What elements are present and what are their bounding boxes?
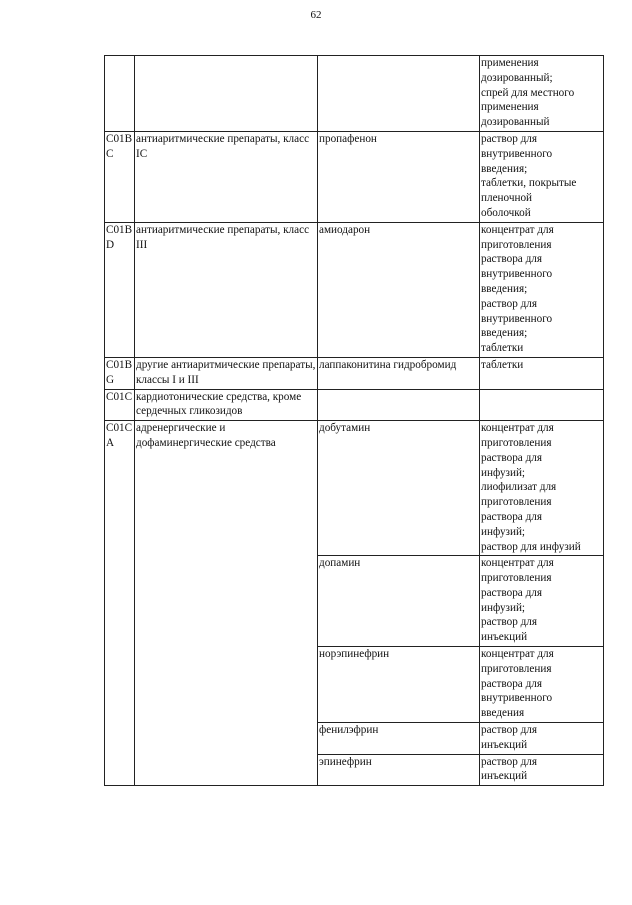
drug-name-cell [318, 723, 480, 755]
dosage-form-line: приготовления [481, 238, 552, 251]
dosage-form-line: введения [481, 707, 525, 720]
dosage-form-line: введения; [481, 162, 528, 175]
dosage-form-cell [480, 357, 604, 389]
dosage-form-line: концентрат для [481, 223, 554, 236]
dosage-form-line: внутривенного [481, 312, 553, 325]
atc-code-cell [105, 357, 135, 389]
dosage-form-line: концентрат для [481, 648, 554, 661]
dosage-form-line: таблетки [481, 358, 524, 371]
pharmacological-group-cell [135, 357, 318, 389]
dosage-form-line: таблетки, покрытые [481, 177, 577, 190]
table-row [105, 56, 604, 132]
pharmacological-group-text: другие антиаритмические препараты, классы I и III [136, 358, 316, 386]
pharmacological-group-text: антиаритмические препараты, класс III [136, 223, 310, 251]
dosage-form-line: приготовления [481, 572, 552, 585]
dosage-form-cell [480, 556, 604, 647]
drug-name-cell [318, 131, 480, 222]
table-row [105, 222, 604, 357]
atc-code-line: A [106, 436, 115, 449]
dosage-form-line: пленочной [481, 192, 533, 205]
dosage-form-line: концентрат для [481, 557, 554, 570]
table-row [105, 389, 604, 421]
dosage-form-cell [480, 56, 604, 132]
dosage-form-line: инъекций [481, 631, 528, 644]
dosage-form-cell [480, 131, 604, 222]
dosage-form-line: инфузий; [481, 466, 526, 479]
atc-code-cell [105, 56, 135, 132]
pharmacological-group-cell [135, 222, 318, 357]
dosage-form-line: спрей для местного [481, 86, 575, 99]
dosage-form-line: раствора для [481, 253, 542, 266]
page-number: 62 [310, 9, 322, 21]
drug-name: добутамин [319, 422, 371, 435]
pharmacological-group-cell [135, 56, 318, 132]
dosage-form-cell [480, 389, 604, 421]
dosage-form-line: внутривенного [481, 147, 553, 160]
atc-code-cell [105, 131, 135, 222]
dosage-form-line: раствора для [481, 451, 542, 464]
dosage-form-line: дозированный [481, 116, 550, 129]
drug-table [104, 55, 604, 786]
dosage-form-line: приготовления [481, 662, 552, 675]
dosage-form-cell [480, 222, 604, 357]
atc-code-line: C01C [106, 390, 133, 403]
pharmacological-group-cell [135, 389, 318, 421]
dosage-form-line: раствор для инфузий [481, 540, 581, 553]
dosage-form-line: лиофилизат для [481, 481, 557, 494]
dosage-form-cell [480, 723, 604, 755]
dosage-form-line: раствор для [481, 297, 538, 310]
drug-name-cell [318, 421, 480, 556]
table-row [105, 131, 604, 222]
table-row [105, 357, 604, 389]
atc-code-line: C [106, 147, 114, 160]
dosage-form-line: раствора для [481, 586, 542, 599]
dosage-form-line: приготовления [481, 436, 552, 449]
dosage-form-cell [480, 754, 604, 786]
dosage-form-line: инфузий; [481, 601, 526, 614]
dosage-form-line: концентрат для [481, 422, 554, 435]
dosage-form-line: инъекций [481, 770, 528, 783]
drug-name: фенилэфрин [319, 724, 379, 737]
dosage-form-line: раствор для [481, 755, 538, 768]
dosage-form-line: раствор для [481, 132, 538, 145]
drug-name-cell [318, 389, 480, 421]
drug-name: амиодарон [319, 223, 371, 236]
dosage-form-line: внутривенного [481, 268, 553, 281]
pharmacological-group-text: антиаритмические препараты, класс IС [136, 132, 310, 160]
atc-code-line: C01B [106, 358, 133, 371]
atc-code-line: C01C [106, 422, 133, 435]
drug-name-cell [318, 357, 480, 389]
dosage-form-line: инъекций [481, 738, 528, 751]
atc-code-cell [105, 222, 135, 357]
atc-code-cell [105, 389, 135, 421]
drug-name: лаппаконитина гидробромид [319, 358, 457, 371]
drug-name: норэпинефрин [319, 648, 390, 661]
dosage-form-line: применения [481, 57, 539, 69]
dosage-form-line: введения; [481, 282, 528, 295]
drug-name: пропафенон [319, 132, 377, 145]
dosage-form-line: применения [481, 101, 539, 114]
drug-name-cell [318, 556, 480, 647]
atc-code-line: C01B [106, 223, 133, 236]
atc-code-cell [105, 421, 135, 786]
dosage-form-line: оболочкой [481, 206, 531, 219]
dosage-form-line: дозированный; [481, 71, 553, 84]
pharmacological-group-cell [135, 421, 318, 786]
dosage-form-line: введения; [481, 327, 528, 340]
pharmacological-group-text: адренергические и дофаминергические средства [136, 422, 276, 449]
dosage-form-line: таблетки [481, 342, 524, 355]
dosage-form-line: приготовления [481, 496, 552, 509]
atc-code-line: C01B [106, 132, 133, 145]
dosage-form-line: раствор для [481, 724, 538, 737]
drug-name-cell [318, 754, 480, 786]
table-row [105, 421, 604, 556]
atc-code-line: G [106, 373, 115, 386]
dosage-form-line: раствор для [481, 616, 538, 629]
drug-name: допамин [319, 557, 361, 570]
dosage-form-line: внутривенного [481, 692, 553, 705]
drug-name-cell [318, 647, 480, 723]
drug-table-body [105, 56, 604, 786]
atc-code-line: D [106, 238, 115, 251]
pharmacological-group-cell [135, 131, 318, 222]
drug-name-cell [318, 56, 480, 132]
drug-name: эпинефрин [319, 755, 372, 768]
dosage-form-cell [480, 421, 604, 556]
dosage-form-line: раствора для [481, 510, 542, 523]
drug-name-cell [318, 222, 480, 357]
dosage-form-cell [480, 647, 604, 723]
dosage-form-line: раствора для [481, 677, 542, 690]
dosage-form-line: инфузий; [481, 525, 526, 538]
pharmacological-group-text: кардиотонические средства, кроме сердечных гликозидов [136, 390, 302, 418]
